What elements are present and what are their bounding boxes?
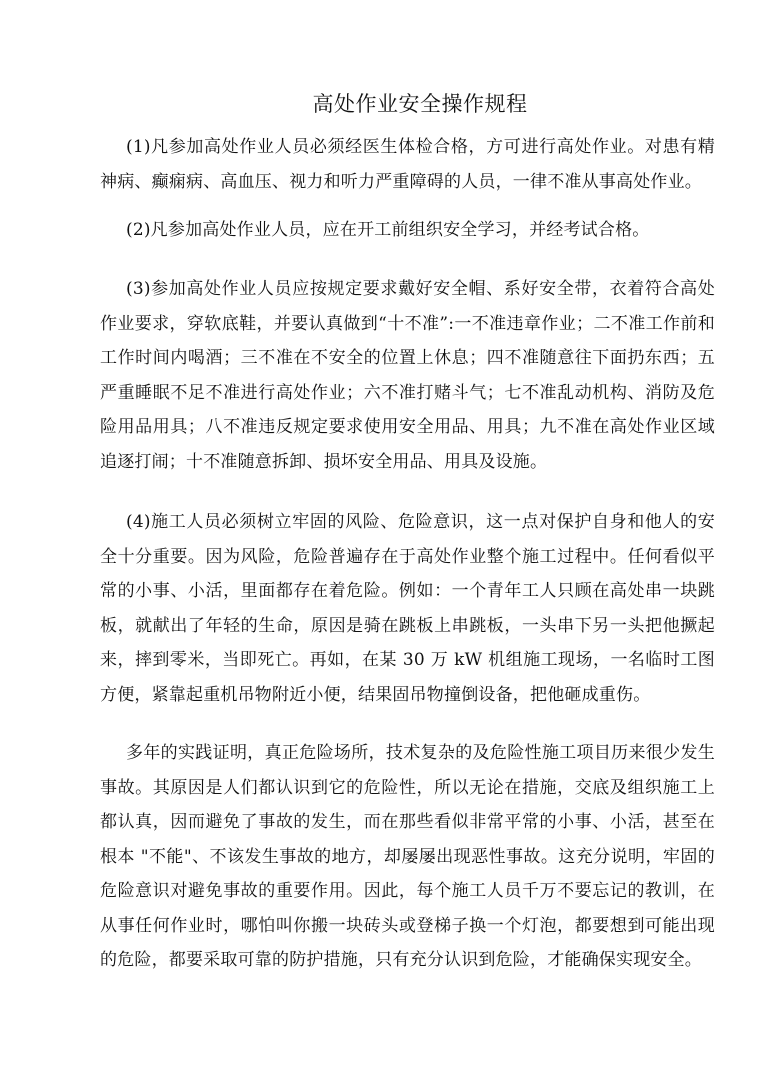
document-title: 高处作业安全操作规程: [312, 92, 528, 116]
paragraph-4: (4)施工人员必须树立牢固的风险、危险意识，这一点对保护自身和他人的安全十分重要。因为风险，危险普遍存在于高处作业整个施工过程中。任何看似平常的小事、小活，里面都存在着危险。例如：一个青年工人只顾在高处串一块跳板，就献出了年轻的生命，原因是骑在跳板上串跳板，一头串下另一头把他撅起来，摔到零米，当即死亡。再如，在某 30 万 kW 机组施工现场，一名临时工图方便，紧靠起重机吊物附近小便，结果固吊物撞倒设备，把他砸成重伤。: [100, 512, 715, 705]
paragraph-5: 多年的实践证明，真正危险场所，技术复杂的及危险性施工项目历来很少发生事故。其原因是人们都认识到它的危险性，所以无论在措施，交底及组织施工上都认真，因而避免了事故的发生，而在那些看似非常平常的小事、小活，甚至在根本 "不能"、不该发生事故的地方，却屡屡出现恶性事故。这充分说明，牢固的危险意识对避免事故的重要作用。因此，每个施工人员千万不要忘记的教训，在从事任何作业时，哪怕叫你搬一块砖头或登梯子换一个灯泡，都要想到可能出现的危险，都要采取可靠的防护措施，只有充分认识到危险，才能确保实现安全。: [100, 743, 715, 970]
paragraph-3: (3)参加高处作业人员应按规定要求戴好安全帽、系好安全带，衣着符合高处作业要求，穿软底鞋，并要认真做到“十不准”:一不准违章作业；二不准工作前和工作时间内喝酒；三不准在不安全的位置上休息；四不准随意往下面扔东西；五严重睡眠不足不准进行高处作业；六不准打赌斗气；七不准乱动机构、消防及危险用品用具；八不准违反规定要求使用安全用品、用具；九不准在高处作业区域追逐打闹；十不准随意拆卸、损坏安全用品、用具及设施。: [100, 279, 715, 472]
paragraph-2: (2)凡参加高处作业人员，应在开工前组织安全学习，并经考试合格。: [126, 220, 650, 240]
paragraph-1: (1)凡参加高处作业人员必须经医生体检合格，方可进行高处作业。对患有精神病、癫痫病、高血压、视力和听力严重障碍的人员，一律不准从事高处作业。: [100, 137, 715, 192]
